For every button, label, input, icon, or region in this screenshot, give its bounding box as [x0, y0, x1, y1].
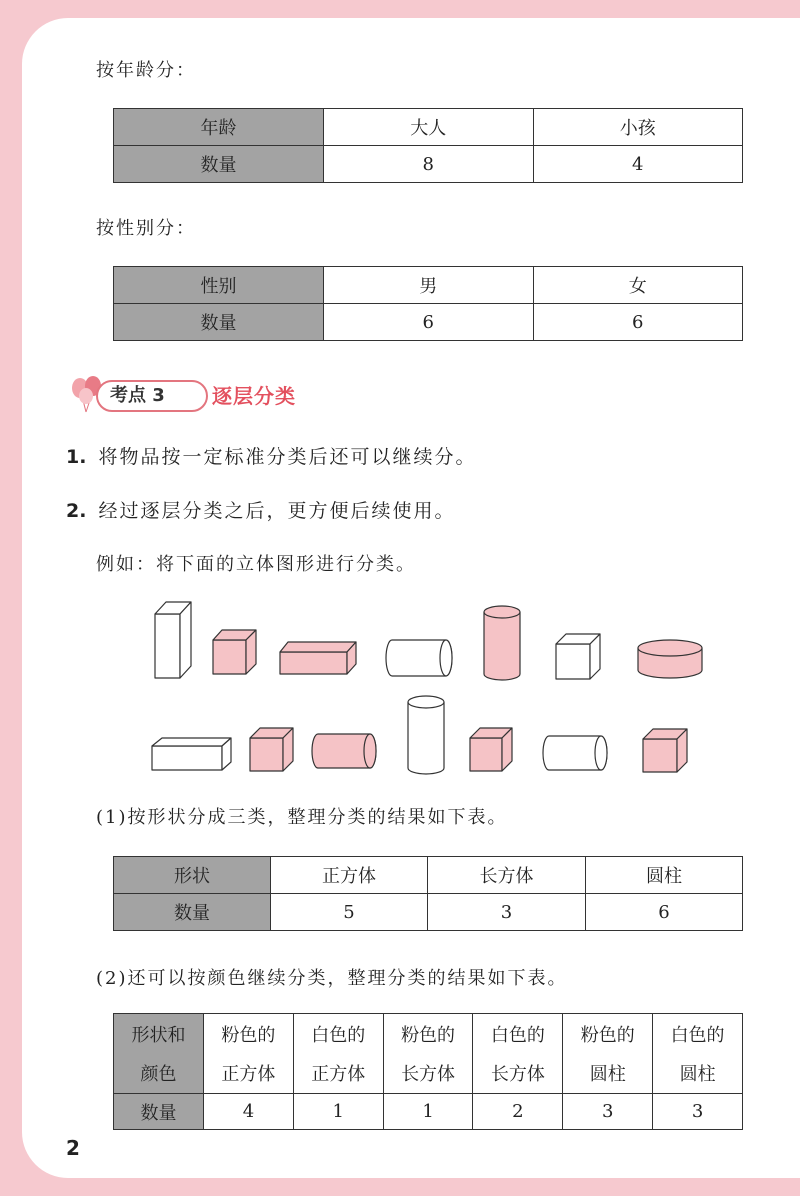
- age-value-child: 4: [533, 146, 743, 183]
- point-2-text: 经过逐层分类之后，更方便后续使用。: [98, 500, 456, 522]
- age-value-adult: 8: [324, 146, 534, 183]
- age-count-label: 数量: [114, 146, 324, 183]
- age-section-title: 按年龄分：: [96, 60, 196, 81]
- gender-count-label: 数量: [114, 304, 324, 341]
- shape-header-label: 形状: [114, 857, 271, 894]
- white-tall-cylinder: [408, 696, 444, 774]
- white-lying-cylinder-2: [543, 736, 607, 770]
- gender-section-title: 按性别分：: [96, 218, 196, 239]
- color-col4-line1: 白色的: [473, 1014, 563, 1054]
- color-value-6: 3: [653, 1094, 743, 1130]
- color-col2-line2: 正方体: [293, 1054, 383, 1094]
- shape-value-cuboid: 3: [428, 894, 586, 931]
- color-col3-line1: 粉色的: [383, 1014, 473, 1054]
- gender-column-female: 女: [533, 267, 743, 304]
- white-long-cuboid: [152, 738, 231, 770]
- age-header-label: 年龄: [114, 109, 324, 146]
- question-2: (2)还可以按颜色继续分类，整理分类的结果如下表。: [96, 968, 568, 989]
- color-col2-line1: 白色的: [293, 1014, 383, 1054]
- color-col5-line1: 粉色的: [563, 1014, 653, 1054]
- point-1-number: 1.: [66, 446, 87, 468]
- point-2-number: 2.: [66, 500, 87, 522]
- color-col6-line1: 白色的: [653, 1014, 743, 1054]
- shape-value-cube: 5: [271, 894, 428, 931]
- color-value-1: 4: [204, 1094, 294, 1130]
- gender-value-female: 6: [533, 304, 743, 341]
- pink-lying-cylinder: [312, 734, 376, 768]
- page-number: 2: [66, 1136, 80, 1160]
- badge-label: 考点 3: [110, 385, 165, 406]
- question-1: (1)按形状分成三类，整理分类的结果如下表。: [96, 807, 508, 828]
- shape-count-label: 数量: [114, 894, 271, 931]
- white-cube: [556, 634, 600, 679]
- pink-standing-cylinder: [484, 606, 520, 680]
- shape-table: [113, 856, 743, 931]
- color-col4-line2: 长方体: [473, 1054, 563, 1094]
- age-column-adult: 大人: [324, 109, 534, 146]
- color-col1-line2: 正方体: [204, 1054, 294, 1094]
- color-count-label: 数量: [114, 1094, 204, 1130]
- color-value-2: 1: [293, 1094, 383, 1130]
- shape-value-cylinder: 6: [586, 894, 743, 931]
- pink-cube: [213, 630, 256, 674]
- shape-column-cuboid: 长方体: [428, 857, 586, 894]
- color-value-4: 2: [473, 1094, 563, 1130]
- color-col5-line2: 圆柱: [563, 1054, 653, 1094]
- gender-header-label: 性别: [114, 267, 324, 304]
- color-table: [113, 1013, 743, 1130]
- tall-white-cuboid: [155, 602, 191, 678]
- pink-short-cylinder: [638, 640, 702, 678]
- white-lying-cylinder: [386, 640, 452, 676]
- example-text: 例如：将下面的立体图形进行分类。: [96, 554, 416, 575]
- color-header-line2: 颜色: [114, 1054, 204, 1094]
- pink-cube-2: [250, 728, 293, 771]
- pink-cube-4: [643, 729, 687, 772]
- pink-cube-3: [470, 728, 512, 771]
- point-1-text: 将物品按一定标准分类后还可以继续分。: [98, 446, 477, 468]
- color-col6-line2: 圆柱: [653, 1054, 743, 1094]
- color-value-5: 3: [563, 1094, 653, 1130]
- shape-column-cube: 正方体: [271, 857, 428, 894]
- gender-value-male: 6: [324, 304, 534, 341]
- color-value-3: 1: [383, 1094, 473, 1130]
- age-column-child: 小孩: [533, 109, 743, 146]
- gender-column-male: 男: [324, 267, 534, 304]
- color-header-line1: 形状和: [114, 1014, 204, 1054]
- pink-flat-cuboid: [280, 642, 356, 674]
- color-col3-line2: 长方体: [383, 1054, 473, 1094]
- shape-column-cylinder: 圆柱: [586, 857, 743, 894]
- color-col1-line1: 粉色的: [204, 1014, 294, 1054]
- section-title: 逐层分类: [212, 384, 296, 408]
